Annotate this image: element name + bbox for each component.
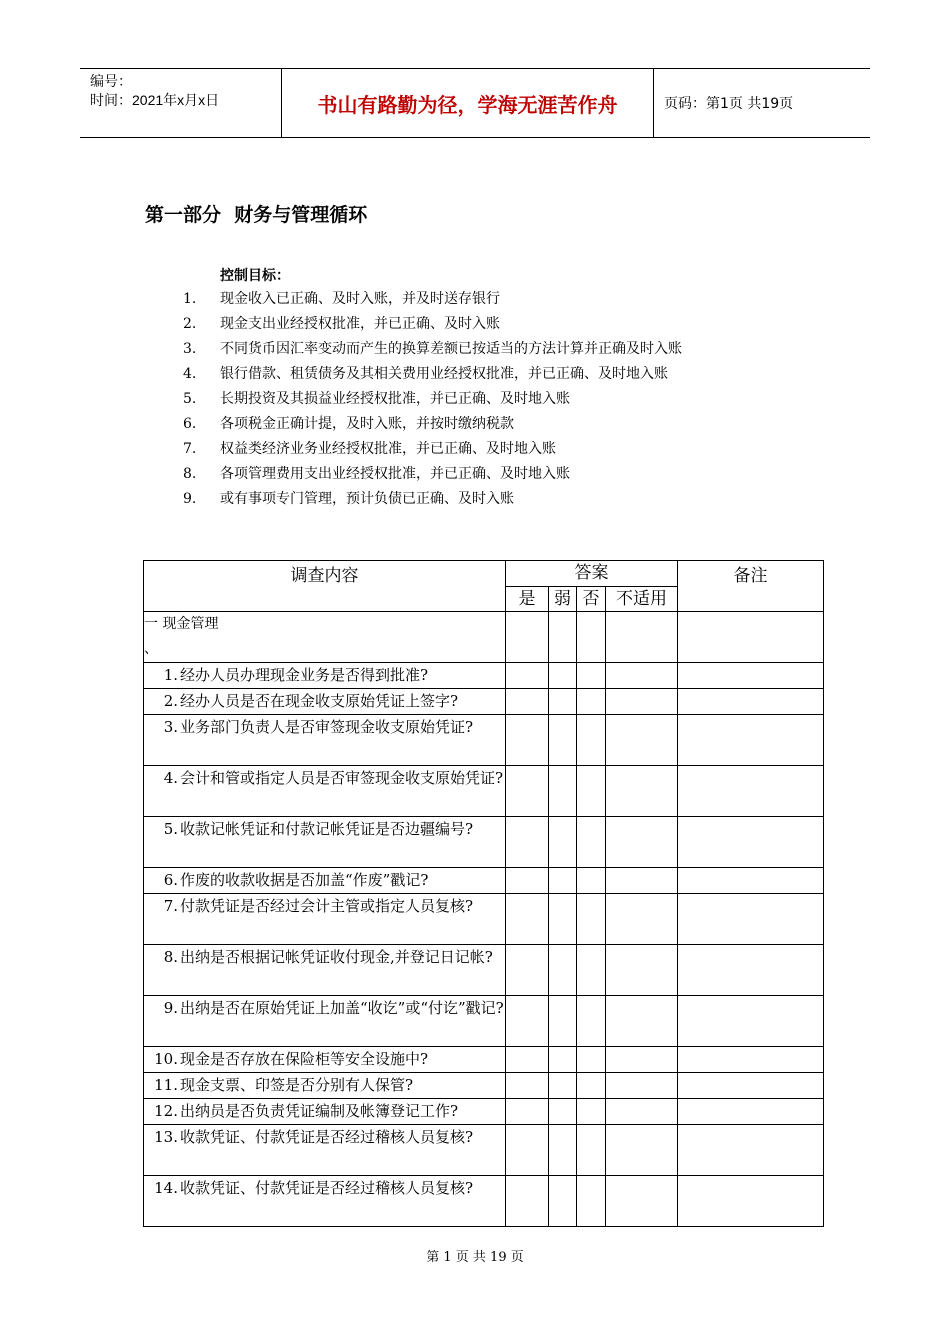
header-motto: 书山有路勤为径，学海无涯苦作舟 (282, 69, 654, 137)
answer-no-cell[interactable] (577, 689, 606, 715)
objective-item (183, 387, 570, 412)
objective-item (183, 287, 500, 312)
question-number: 14. (154, 1179, 178, 1197)
answer-no-cell[interactable] (577, 612, 606, 663)
answer-no-cell[interactable] (577, 1073, 606, 1099)
remark-cell[interactable] (678, 817, 824, 868)
answer-weak-cell[interactable] (549, 612, 577, 663)
answer-weak-cell[interactable] (549, 1099, 577, 1125)
header-page-info: 页码：第1页 共19页 (664, 96, 794, 112)
answer-yes-cell[interactable] (506, 945, 549, 996)
page-footer: 第 1 页 共 19 页 (426, 1250, 524, 1265)
objective-number: 1. (183, 291, 197, 307)
answer-yes-cell[interactable] (506, 1125, 549, 1176)
answer-weak-cell[interactable] (549, 766, 577, 817)
answer-no-cell[interactable] (577, 817, 606, 868)
answer-weak-cell[interactable] (549, 1047, 577, 1073)
objective-text: 不同货币因汇率变动而产生的换算差额已按适当的方法计算并正确及时入账 (220, 341, 682, 357)
survey-table (143, 560, 824, 1227)
question-cell (144, 817, 506, 868)
answer-no-cell[interactable] (577, 894, 606, 945)
objective-text: 或有事项专门管理，预计负债已正确、及时入账 (220, 491, 514, 507)
answer-yes-cell[interactable] (506, 1073, 549, 1099)
objective-number: 9. (183, 491, 197, 507)
question-cell (144, 663, 506, 689)
question-text: 收款记帐凭证和付款记帐凭证是否边疆编号? (180, 820, 474, 838)
answer-yes-cell[interactable] (506, 817, 549, 868)
question-number: 7. (163, 897, 178, 915)
answer-yes-cell[interactable] (506, 868, 549, 894)
answer-no-header: 否 (577, 587, 606, 612)
answer-no-cell[interactable] (577, 1099, 606, 1125)
question-cell (144, 894, 506, 945)
objective-number: 4. (183, 366, 197, 382)
objective-item (183, 437, 556, 462)
answer-no-cell[interactable] (577, 945, 606, 996)
answer-na-cell[interactable] (606, 817, 678, 868)
section-title: 第一部分 财务与管理循环 (145, 204, 368, 226)
question-number: 5. (163, 820, 178, 838)
remark-cell[interactable] (678, 612, 824, 663)
question-text: 作废的收款收据是否加盖“作废”戳记? (180, 871, 429, 889)
question-text: 收款凭证、付款凭证是否经过稽核人员复核? (180, 1179, 474, 1197)
answer-no-cell[interactable] (577, 1125, 606, 1176)
question-number: 13. (154, 1128, 178, 1146)
answer-weak-header: 弱 (549, 587, 577, 612)
answer-yes-cell[interactable] (506, 894, 549, 945)
answer-weak-cell[interactable] (549, 1176, 577, 1227)
objective-item (183, 487, 514, 512)
question-cell (144, 766, 506, 817)
remark-cell[interactable] (678, 1047, 824, 1073)
question-text: 出纳是否根据记帐凭证收付现金,并登记日记帐? (180, 948, 493, 966)
objective-text: 现金收入已正确、及时入账，并及时送存银行 (220, 291, 500, 307)
answer-no-cell[interactable] (577, 766, 606, 817)
answer-na-cell[interactable] (606, 868, 678, 894)
objective-number: 5. (183, 391, 197, 407)
answer-na-cell[interactable] (606, 1047, 678, 1073)
question-text: 出纳员是否负责凭证编制及帐簿登记工作? (180, 1102, 459, 1120)
answer-no-cell[interactable] (577, 1047, 606, 1073)
remark-cell[interactable] (678, 1099, 824, 1125)
answer-no-cell[interactable] (577, 715, 606, 766)
question-number: 3. (163, 718, 178, 736)
remark-cell[interactable] (678, 868, 824, 894)
question-text: 现金是否存放在保险柜等安全设施中? (180, 1050, 429, 1068)
remark-cell[interactable] (678, 689, 824, 715)
answer-yes-cell[interactable] (506, 715, 549, 766)
answer-weak-cell[interactable] (549, 1073, 577, 1099)
question-cell (144, 715, 506, 766)
answer-na-cell[interactable] (606, 1176, 678, 1227)
objective-item (183, 412, 514, 437)
answer-weak-cell[interactable] (549, 868, 577, 894)
answer-na-cell[interactable] (606, 1125, 678, 1176)
objective-number: 8. (183, 466, 197, 482)
question-cell (144, 1099, 506, 1125)
column-header-answer: 答案 (506, 561, 678, 587)
answer-yes-cell[interactable] (506, 689, 549, 715)
objective-text: 银行借款、租赁债务及其相关费用业经授权批准，并已正确、及时地入账 (220, 366, 668, 382)
answer-na-cell[interactable] (606, 715, 678, 766)
answer-no-cell[interactable] (577, 868, 606, 894)
question-number: 4. (163, 769, 178, 787)
question-text: 现金支票、印签是否分别有人保管? (180, 1076, 414, 1094)
answer-weak-cell[interactable] (549, 817, 577, 868)
remark-cell[interactable] (678, 996, 824, 1047)
answer-na-cell[interactable] (606, 945, 678, 996)
remark-cell[interactable] (678, 1073, 824, 1099)
answer-yes-cell[interactable] (506, 1176, 549, 1227)
answer-yes-header: 是 (506, 587, 549, 612)
header-left-cell (80, 69, 282, 137)
question-cell (144, 868, 506, 894)
answer-weak-cell[interactable] (549, 715, 577, 766)
objective-text: 长期投资及其损益业经授权批准，并已正确、及时地入账 (220, 391, 570, 407)
question-number: 12. (154, 1102, 178, 1120)
question-text: 收款凭证、付款凭证是否经过稽核人员复核? (180, 1128, 474, 1146)
answer-weak-cell[interactable] (549, 1125, 577, 1176)
question-number: 8. (163, 948, 178, 966)
question-number: 9. (163, 999, 178, 1017)
objective-item (183, 312, 500, 337)
answer-weak-cell[interactable] (549, 945, 577, 996)
remark-cell[interactable] (678, 894, 824, 945)
objective-number: 2. (183, 316, 197, 332)
answer-na-cell[interactable] (606, 663, 678, 689)
remark-cell[interactable] (678, 663, 824, 689)
question-text: 付款凭证是否经过会计主管或指定人员复核? (180, 897, 474, 915)
question-cell (144, 1073, 506, 1099)
answer-weak-cell[interactable] (549, 663, 577, 689)
objective-item (183, 337, 682, 362)
objective-item (183, 362, 668, 387)
remark-cell[interactable] (678, 766, 824, 817)
question-cell (144, 996, 506, 1047)
answer-no-cell[interactable] (577, 996, 606, 1047)
document-time-label: 时间：2021年x月x日 (90, 92, 220, 108)
objective-text: 现金支出业经授权批准，并已正确、及时入账 (220, 316, 500, 332)
question-cell (144, 945, 506, 996)
answer-weak-cell[interactable] (549, 894, 577, 945)
remark-cell[interactable] (678, 715, 824, 766)
answer-na-cell[interactable] (606, 1099, 678, 1125)
answer-no-cell[interactable] (577, 663, 606, 689)
answer-na-cell[interactable] (606, 612, 678, 663)
question-number: 10. (154, 1050, 178, 1068)
objective-number: 3. (183, 341, 197, 357)
question-cell (144, 1047, 506, 1073)
answer-na-cell[interactable] (606, 996, 678, 1047)
answer-na-cell[interactable] (606, 1073, 678, 1099)
objective-text: 各项税金正确计提，及时入账，并按时缴纳税款 (220, 416, 514, 432)
section-row-cash-management: 一 现金管理 、 (144, 612, 506, 663)
objective-item (183, 462, 570, 487)
answer-yes-cell[interactable] (506, 1099, 549, 1125)
question-cell (144, 1176, 506, 1227)
objectives-heading: 控制目标： (220, 268, 290, 284)
question-cell (144, 689, 506, 715)
answer-yes-cell[interactable] (506, 612, 549, 663)
document-number-label: 编号： (90, 73, 132, 89)
question-number: 11. (154, 1076, 178, 1094)
question-number: 2. (163, 692, 178, 710)
objective-text: 权益类经济业务业经授权批准，并已正确、及时地入账 (220, 441, 556, 457)
question-number: 6. (163, 871, 178, 889)
remark-cell[interactable] (678, 1125, 824, 1176)
answer-na-cell[interactable] (606, 766, 678, 817)
answer-weak-cell[interactable] (549, 689, 577, 715)
question-number: 1. (163, 666, 178, 684)
objective-text: 各项管理费用支出业经授权批准，并已正确、及时地入账 (220, 466, 570, 482)
question-cell (144, 1125, 506, 1176)
remark-cell[interactable] (678, 1176, 824, 1227)
answer-yes-cell[interactable] (506, 1047, 549, 1073)
answer-no-cell[interactable] (577, 1176, 606, 1227)
answer-yes-cell[interactable] (506, 766, 549, 817)
answer-yes-cell[interactable] (506, 663, 549, 689)
question-text: 出纳是否在原始凭证上加盖“收讫”或“付讫”戳记? (180, 999, 504, 1017)
answer-na-cell[interactable] (606, 689, 678, 715)
question-text: 业务部门负责人是否审签现金收支原始凭证? (180, 718, 474, 736)
answer-yes-cell[interactable] (506, 996, 549, 1047)
column-header-content: 调查内容 (144, 561, 506, 612)
remark-cell[interactable] (678, 945, 824, 996)
question-text: 经办人员是否在现金收支原始凭证上签字? (180, 692, 459, 710)
answer-na-cell[interactable] (606, 894, 678, 945)
objective-number: 7. (183, 441, 197, 457)
answer-weak-cell[interactable] (549, 996, 577, 1047)
question-text: 经办人员办理现金业务是否得到批准? (180, 666, 429, 684)
question-text: 会计和管或指定人员是否审签现金收支原始凭证? (180, 769, 504, 787)
objective-number: 6. (183, 416, 197, 432)
page-header (80, 68, 870, 138)
column-header-remark: 备注 (678, 561, 824, 612)
answer-na-header: 不适用 (606, 587, 678, 612)
